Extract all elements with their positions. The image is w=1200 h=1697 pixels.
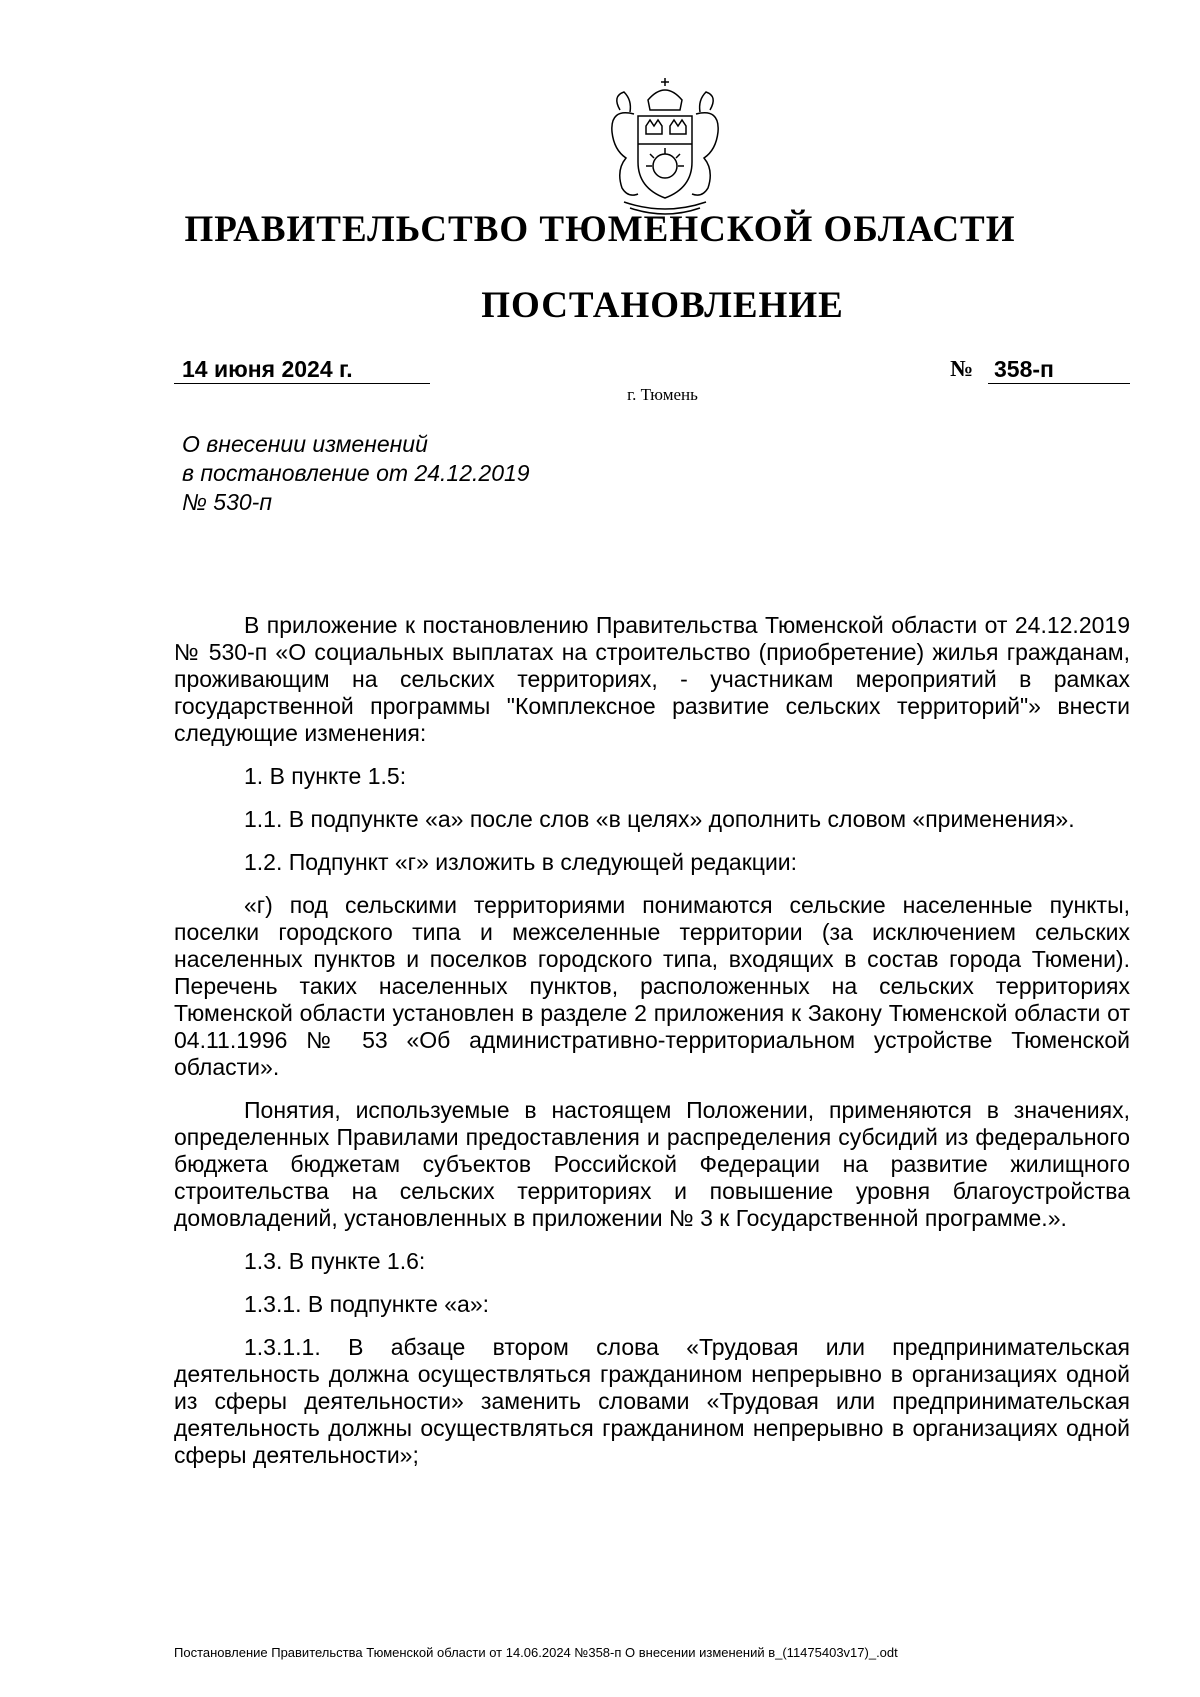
government-title: ПРАВИТЕЛЬСТВО ТЮМЕНСКОЙ ОБЛАСТИ [184,209,1016,250]
document-subject [182,430,682,517]
body-paragraph: 1. В пункте 1.5: [244,763,407,789]
body-paragraph: «г) под сельскими территориями понимаются сельские населенные пункты, поселки городского типа и межселенные территории (за исключением сельских населенных пунктов и поселков городского типа, входящих в состав города Тюмени). Перечень таких населенных пунктов, расположенных на сельских территориях Тюменской области установлен в разделе 2 приложения к Закону Тюменской области от 04.11.1996 № 53 «Об административно-территориальном устройстве Тюменской области». [174,892,1130,1080]
body-paragraph: Понятия, используемые в настоящем Положении, применяются в значениях, определенных Правилами предоставления и распределения субсидий из федерального бюджета бюджетам субъектов Российской Федерации на развитие жилищного строительства на сельских территориях и повышение уровня благоустройства домовладений, установленных в приложении № 3 к Государственной программе.». [174,1097,1130,1231]
body-paragraph: 1.2. Подпункт «г» изложить в следующей редакции: [244,849,798,875]
document-kind: ПОСТАНОВЛЕНИЕ [481,285,844,326]
document-body [174,612,1130,1485]
document-city: г. Тюмень [627,385,698,404]
body-paragraph: В приложение к постановлению Правительства Тюменской области от 24.12.2019 № 530-п «О социальных выплатах на строительство (приобретение) жилья гражданам, проживающим на сельских территориях, - участникам мероприятий в рамках государственной программы "Комплексное развитие сельских территорий"» внести следующие изменения: [174,612,1130,746]
body-paragraph: 1.1. В подпункте «а» после слов «в целях» дополнить словом «применения». [244,806,1075,832]
subject-line: О внесении изменений [182,431,428,457]
body-paragraph: 1.3. В пункте 1.6: [244,1248,426,1274]
body-paragraph: 1.3.1. В подпункте «а»: [244,1291,490,1317]
body-paragraph: 1.3.1.1. В абзаце втором слова «Трудовая или предпринимательская деятельность должна осуществляться гражданином непрерывно в организациях одной из сферы деятельности» заменить словами «Трудовая или предпринимательская деятельность должны осуществляться гражданином непрерывно в организациях одной сферы деятельности»; [174,1334,1130,1468]
page-footer: Постановление Правительства Тюменской области от 14.06.2024 №358-п О внесении изменений в_(11475403v17)_.odt [174,1645,898,1660]
subject-line: в постановление от 24.12.2019 [182,460,530,486]
coat-of-arms-icon [590,70,740,220]
document-number-label: № [950,356,974,381]
document-number: 358-п [988,354,1130,384]
subject-line: № 530-п [182,489,272,515]
document-date: 14 июня 2024 г. [174,354,430,384]
